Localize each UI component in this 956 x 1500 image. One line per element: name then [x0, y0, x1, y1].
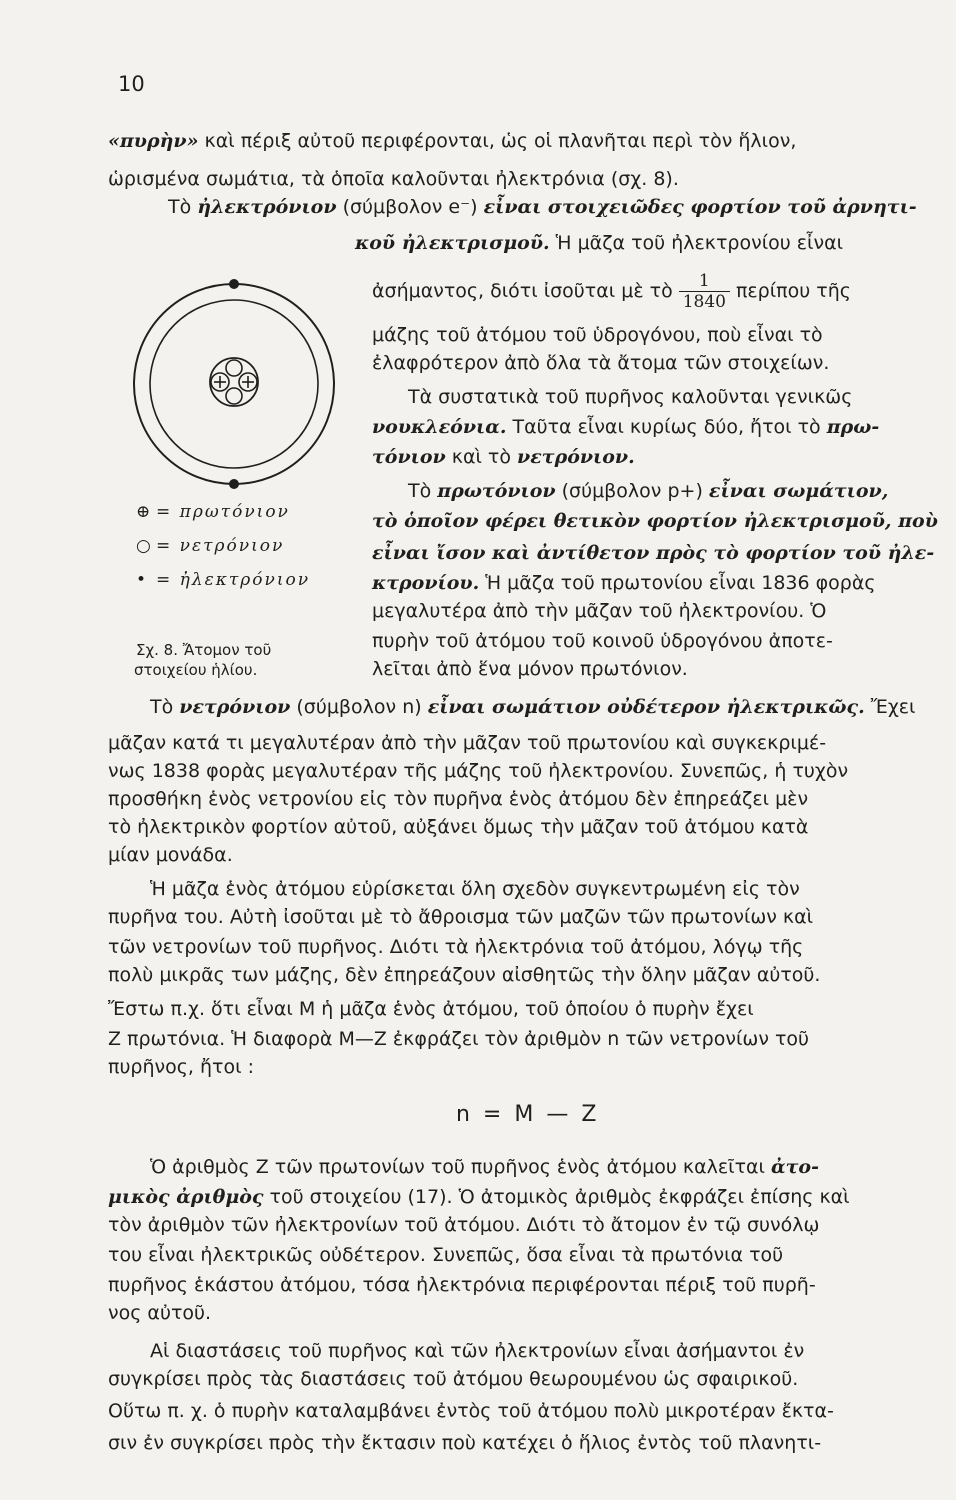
text: Ἡ μᾶζα τοῦ πρωτονίου εἶναι 1836 φορὰς	[479, 572, 876, 594]
text-line: Ἡ μᾶζα ἑνὸς ἀτόμου εὑρίσκεται ὅλη σχεδὸν συγκεντρωμένη εἰς τὸν	[150, 878, 800, 900]
text-line: πυρῆνος, ἤτοι :	[108, 1056, 254, 1078]
legend-label: = πρωτόνιον	[156, 502, 290, 522]
text-line: τὸ ἠλεκτρικὸν φορτίον αὐτοῦ, αὐξάνει ὅμως τὴν μᾶζαν τοῦ ἀτόμου κατὰ	[108, 816, 809, 838]
text: Τὸ	[150, 696, 180, 718]
neutron-icon: ○	[136, 536, 153, 556]
text-line: ὡρισμένα σωμάτια, τὰ ὁποῖα καλοῦνται ἠλεκτρόνια (σχ. 8).	[108, 168, 679, 190]
text: Τὸ	[168, 196, 198, 218]
legend-electron	[136, 570, 310, 590]
text-line: τὸν ἀριθμὸν τῶν ἠλεκτρονίων τοῦ ἀτόμου. Διότι τὸ ἄτομον ἐν τῷ συνόλῳ	[108, 1214, 820, 1236]
text-line	[372, 570, 876, 596]
text: ἀσήμαντος, διότι ἰσοῦται μὲ τὸ	[372, 280, 673, 302]
text-line	[372, 508, 938, 534]
emphasis: νουκλεόνια.	[372, 416, 507, 438]
text-line: νως 1838 φορὰς μεγαλυτέραν τῆς μάζης τοῦ ἠλεκτρονίου. Συνεπῶς, ἡ τυχὸν	[108, 760, 849, 782]
text-line	[108, 1184, 850, 1210]
emphasis: τόνιον	[372, 446, 446, 468]
text: Ταῦτα εἶναι κυρίως δύο, ἤτοι τὸ	[506, 416, 827, 438]
text-line	[408, 478, 888, 504]
text-line	[372, 540, 934, 566]
emphasis: ἠλεκτρόνιον	[197, 196, 337, 218]
emphasis: εἶναι στοιχειῶδες φορτίον τοῦ ἀρνητι-	[483, 196, 917, 218]
text-line: Οὕτω π. χ. ὁ πυρὴν καταλαμβάνει ἐντὸς τοῦ ἀτόμου πολὺ μικροτέραν ἔκτα-	[108, 1400, 834, 1422]
proton-icon: ⊕	[136, 502, 153, 522]
legend-proton	[136, 502, 290, 522]
text: (σύμβολον e⁻)	[336, 196, 484, 218]
text-line: μάζης τοῦ ἀτόμου τοῦ ὑδρογόνου, ποὺ εἶναι τὸ	[372, 324, 823, 346]
text-line	[150, 1154, 819, 1180]
text-line: πυρῆνος ἑκάστου ἀτόμου, τόσα ἠλεκτρόνια περιφέρονται πέριξ τοῦ πυρῆ-	[108, 1274, 816, 1296]
fraction-numerator: 1	[679, 271, 730, 292]
text: καὶ πέριξ αὐτοῦ περιφέρονται, ὡς οἱ πλανῆται περὶ τὸν ἥλιον,	[198, 130, 797, 152]
text-line: Ἔστω π.χ. ὅτι εἶναι Μ ἡ μᾶζα ἑνὸς ἀτόμου, τοῦ ὁποίου ὁ πυρὴν ἔχει	[108, 998, 754, 1020]
emphasis: μικὸς ἀριθμὸς	[108, 1186, 264, 1208]
text-line: τῶν νετρονίων τοῦ πυρῆνος. Διότι τὰ ἠλεκτρόνια τοῦ ἀτόμου, λόγῳ τῆς	[108, 936, 804, 958]
emphasis: εἶναι σωμάτιον,	[708, 480, 889, 502]
text: (σύμβολον p+)	[555, 480, 709, 502]
proton-right-icon	[239, 373, 257, 391]
text: περίπου τῆς	[735, 280, 851, 302]
equation: n = M — Z	[456, 1102, 600, 1127]
electron-orbit-outer	[134, 284, 334, 484]
emphasis: εἶναι ἴσον καὶ ἀντίθετον πρὸς τὸ φορτίον τοῦ ἠλε-	[372, 542, 935, 564]
text-line: μᾶζαν κατά τι μεγαλυτέραν ἀπὸ τὴν μᾶζαν τοῦ πρωτονίου καὶ συγκεκριμέ-	[108, 732, 827, 754]
text-line: πυρὴν τοῦ ἀτόμου τοῦ κοινοῦ ὑδρογόνου ἀποτε-	[372, 630, 833, 652]
text: καὶ τὸ	[445, 446, 518, 468]
figure-caption: Σχ. 8. Ἄτομον τοῦ	[136, 641, 272, 659]
emphasis: κτρονίου.	[372, 572, 480, 594]
page-number: 10	[118, 72, 145, 96]
electron-orbit-inner	[150, 300, 318, 468]
legend-label: = νετρόνιον	[156, 536, 285, 556]
legend-neutron	[136, 536, 284, 556]
emphasis: κοῦ ἠλεκτρισμοῦ.	[355, 232, 550, 254]
text-line	[150, 694, 916, 720]
text-line: Αἱ διαστάσεις τοῦ πυρῆνος καὶ τῶν ἠλεκτρονίων εἶναι ἀσήμαντοι ἐν	[150, 1340, 805, 1362]
text-line: νος αὐτοῦ.	[108, 1302, 212, 1324]
text-line: του εἶναι ἠλεκτρικῶς οὐδέτερον. Συνεπῶς, ὅσα εἶναι τὰ πρωτόνια τοῦ	[108, 1244, 784, 1266]
emphasis: εἶναι σωμάτιον οὐδέτερον ἠλεκτρικῶς.	[427, 696, 865, 718]
emphasis: νετρόνιον.	[517, 446, 635, 468]
text-line: προσθήκη ἑνὸς νετρονίου εἰς τὸν πυρῆνα ἑνὸς ἀτόμου δὲν ἐπηρεάζει μὲν	[108, 788, 809, 810]
text-line	[372, 414, 879, 440]
fraction-denominator: 1840	[682, 292, 726, 312]
legend-label: = ἠλεκτρόνιον	[156, 570, 311, 590]
emphasis: ἀτο-	[771, 1156, 819, 1178]
text: τοῦ στοιχείου (17). Ὁ ἀτομικὸς ἀριθμὸς ἐκφράζει ἐπίσης καὶ	[263, 1186, 850, 1208]
text-line	[355, 230, 843, 256]
text: Ἡ μᾶζα τοῦ ἠλεκτρονίου εἶναι	[549, 232, 844, 254]
atom-figure	[130, 270, 360, 710]
text: (σύμβολον n)	[290, 696, 428, 718]
neutron-bottom-icon	[226, 388, 242, 404]
text-line: Ζ πρωτόνια. Ἡ διαφορὰ Μ—Ζ ἐκφράζει τὸν ἀριθμὸν n τῶν νετρονίων τοῦ	[108, 1028, 810, 1050]
proton-left-icon	[211, 373, 229, 391]
text-line: συγκρίσει πρὸς τὰς διαστάσεις τοῦ ἀτόμου θεωρουμένου ὡς σφαιρικοῦ.	[108, 1368, 799, 1390]
electron-icon: •	[136, 570, 149, 590]
text-line: σιν ἐν συγκρίσει πρὸς τὴν ἔκτασιν ποὺ κατέχει ὁ ἥλιος ἐντὸς τοῦ πλανητι-	[108, 1432, 822, 1454]
fraction	[679, 271, 730, 312]
text-line: λεῖται ἀπὸ ἕνα μόνον πρωτόνιον.	[372, 658, 688, 680]
electron-bottom-icon	[229, 479, 239, 489]
figure-caption: στοιχείου ἡλίου.	[134, 661, 258, 679]
text: Τὸ	[408, 480, 438, 502]
text-line: Τὰ συστατικὰ τοῦ πυρῆνος καλοῦνται γενικῶς	[408, 386, 853, 408]
emphasis: νετρόνιον	[179, 696, 291, 718]
text-line: πυρῆνα του. Αὐτὴ ἰσοῦται μὲ τὸ ἄθροισμα τῶν μαζῶν τῶν πρωτονίων καὶ	[108, 906, 814, 928]
text-line: μίαν μονάδα.	[108, 844, 233, 866]
text-line: ἐλαφρότερον ἀπὸ ὅλα τὰ ἄτομα τῶν στοιχείων.	[372, 352, 830, 374]
emphasis: «πυρὴν»	[108, 130, 199, 152]
text-line	[372, 268, 851, 314]
text: Ὁ ἀριθμὸς Ζ τῶν πρωτονίων τοῦ πυρῆνος ἑνὸς ἀτόμου καλεῖται	[150, 1156, 772, 1178]
text-line	[372, 444, 635, 470]
text-line	[168, 194, 917, 220]
text: Ἔχει	[864, 696, 916, 718]
electron-top-icon	[229, 279, 239, 289]
text-line: μεγαλυτέρα ἀπὸ τὴν μᾶζαν τοῦ ἠλεκτρονίου. Ὁ	[372, 600, 827, 622]
emphasis: πρωτόνιον	[437, 480, 556, 502]
atom-diagram	[130, 270, 360, 510]
emphasis: πρω-	[826, 416, 880, 438]
neutron-top-icon	[226, 360, 242, 376]
text-line: πολὺ μικρᾶς των μάζης, δὲν ἐπηρεάζουν αἰσθητῶς τὴν ὅλην μᾶζαν αὐτοῦ.	[108, 964, 821, 986]
emphasis: τὸ ὁποῖον φέρει θετικὸν φορτίον ἠλεκτρισμοῦ, ποὺ	[372, 510, 938, 532]
text-line	[108, 128, 930, 154]
